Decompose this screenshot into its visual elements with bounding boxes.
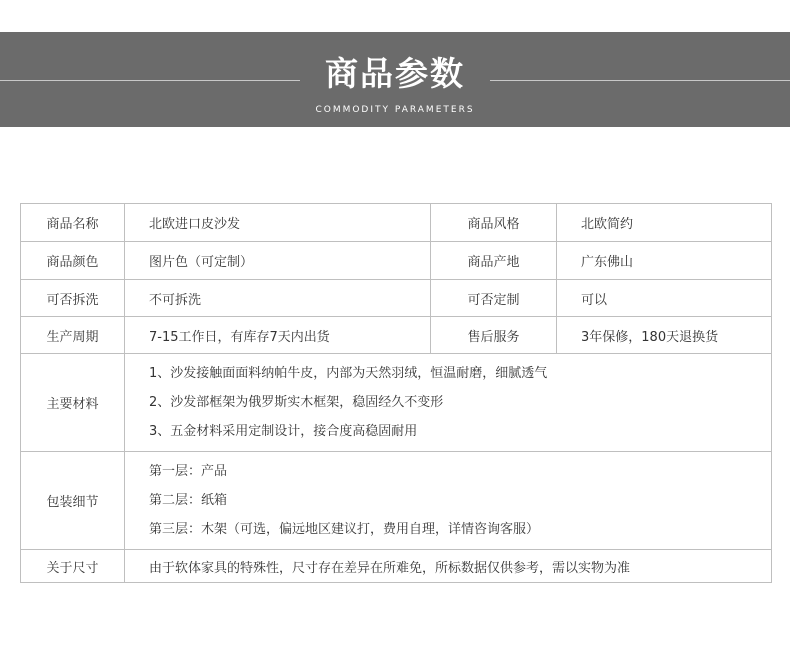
list-item: 2、沙发部框架为俄罗斯实木框架，稳固经久不变形 xyxy=(149,395,444,410)
parameters-table xyxy=(20,203,772,583)
list-item: 第三层：木架（可选，偏远地区建议打，费用自理，详情咨询客服） xyxy=(149,522,540,537)
param-value: 3年保修，180天退换货 xyxy=(557,317,772,354)
param-value-list xyxy=(125,452,772,550)
param-label: 售后服务 xyxy=(431,317,557,354)
param-label: 主要材料 xyxy=(21,354,125,452)
page-subtitle: COMMODITY PARAMETERS xyxy=(315,105,475,115)
param-value: 由于软体家具的特殊性，尺寸存在差异在所难免，所标数据仅供参考，需以实物为准 xyxy=(125,550,772,583)
list-item: 1、沙发接触面面料纳帕牛皮，内部为天然羽绒，恒温耐磨，细腻透气 xyxy=(149,366,548,381)
param-label: 可否定制 xyxy=(431,280,557,317)
table-row xyxy=(21,280,772,317)
table-row-packaging xyxy=(21,452,772,550)
table-row xyxy=(21,242,772,280)
list-item: 3、五金材料采用定制设计，接合度高稳固耐用 xyxy=(149,424,418,439)
param-label: 生产周期 xyxy=(21,317,125,354)
param-label: 关于尺寸 xyxy=(21,550,125,583)
param-value-list xyxy=(125,354,772,452)
param-label: 可否拆洗 xyxy=(21,280,125,317)
param-label: 商品产地 xyxy=(431,242,557,280)
param-value: 7-15工作日，有库存7天内出货 xyxy=(125,317,431,354)
list-item: 第二层：纸箱 xyxy=(149,493,228,508)
table-row-materials xyxy=(21,354,772,452)
param-label: 商品名称 xyxy=(21,204,125,242)
table-row-size xyxy=(21,550,772,583)
param-value: 北欧进口皮沙发 xyxy=(125,204,431,242)
table-row xyxy=(21,317,772,354)
page-title: 商品参数 xyxy=(325,54,465,93)
param-value: 广东佛山 xyxy=(557,242,772,280)
table-row xyxy=(21,204,772,242)
list-item: 第一层：产品 xyxy=(149,464,228,479)
param-value: 北欧简约 xyxy=(557,204,772,242)
param-label: 包装细节 xyxy=(21,452,125,550)
param-label: 商品风格 xyxy=(431,204,557,242)
param-value: 不可拆洗 xyxy=(125,280,431,317)
header-banner xyxy=(0,32,790,127)
param-value: 图片色（可定制） xyxy=(125,242,431,280)
param-value: 可以 xyxy=(557,280,772,317)
param-label: 商品颜色 xyxy=(21,242,125,280)
